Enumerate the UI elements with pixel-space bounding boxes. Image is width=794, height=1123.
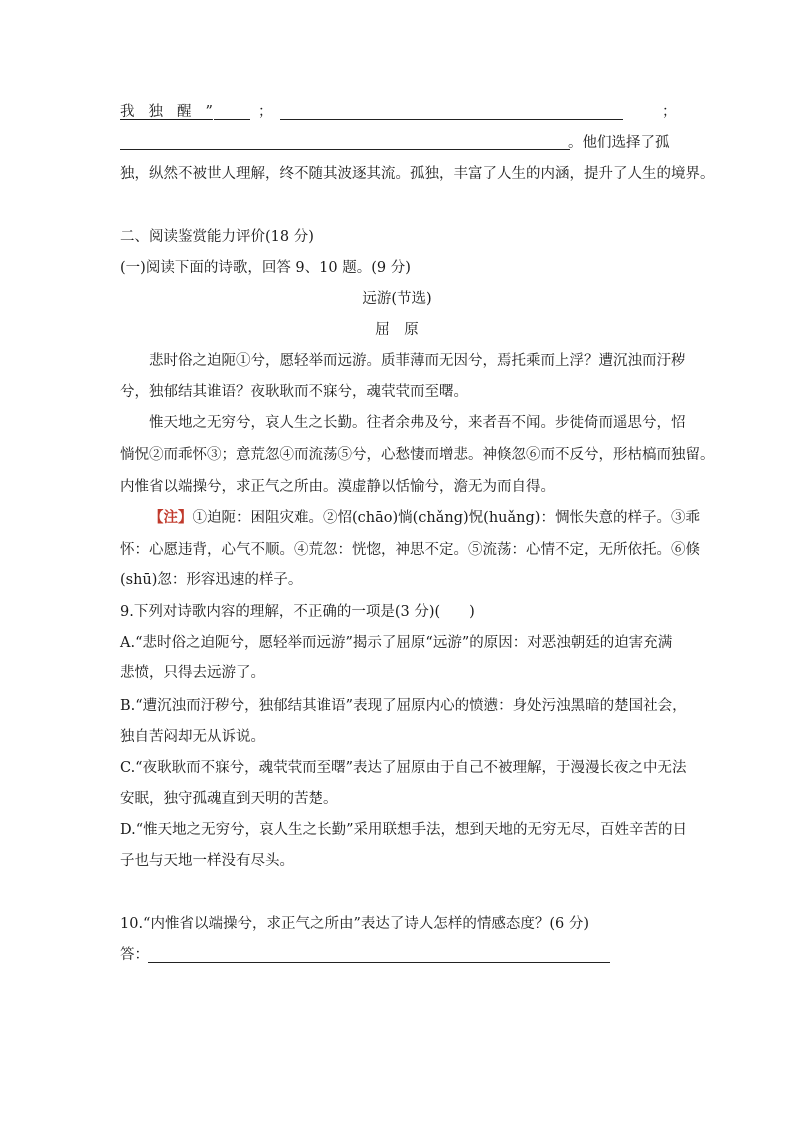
poem-title: 远游(节选)	[362, 291, 432, 307]
fill-blank-line-1	[120, 102, 213, 122]
option-b-line2: 独自苦闷却无从诉说。	[120, 729, 265, 745]
option-d-line1: D.“惟天地之无穷兮，哀人生之长勤”采用联想手法，想到天地的无穷无尽，百姓辛苦的日	[120, 822, 688, 838]
separator-2: ；	[662, 104, 677, 120]
option-c-line2: 安眠，独守孤魂直到天明的苦楚。	[120, 791, 338, 807]
note-line-2: 怀：心愿违背，心气不顺。④荒忽：恍惚，神思不定。⑤流荡：心情不定，无所依托。⑥倏	[120, 542, 700, 558]
question-10-stem: 10.“内惟省以端操兮，求正气之所由”表达了诗人怎样的情感态度？(6 分)	[120, 916, 590, 932]
option-b-line1: B.“遭沉浊而汙秽兮，独郁结其谁语”表现了屈原内心的愤懑：身处污浊黑暗的楚国社会，	[120, 698, 687, 714]
fill-blank-line-2-end: 。他们选择了孤	[568, 135, 670, 151]
answer-blank-1[interactable]	[280, 119, 623, 120]
quote-fragment: 我独醒	[120, 104, 206, 120]
note-text-1: ①迫阨：困阻灾难。②怊(chāo)惝(chǎng)怳(huǎng)：惆怅失意的样子。③乖	[192, 510, 700, 526]
separator-1: ；	[258, 104, 273, 120]
quote-close: ”	[205, 104, 213, 120]
poem-p1-line1: 悲时俗之迫阨①兮，愿轻举而远游。质菲薄而无因兮，焉托乘而上浮？遭沉浊而汙秽	[149, 353, 686, 369]
fill-blank-line-3: 独，纵然不被世人理解，终不随其波逐其流。孤独，丰富了人生的内涵，提升了人生的境界。	[120, 166, 715, 182]
note-tag: 【注】	[149, 509, 193, 526]
poem-p2-line1: 惟天地之无穷兮，哀人生之长勤。往者余弗及兮，来者吾不闻。步徙倚而遥思兮，怊	[149, 415, 686, 431]
option-c-line1: C.“夜耿耿而不寐兮，魂茕茕而至曙”表达了屈原由于自己不被理解，于漫漫长夜之中无法	[120, 760, 687, 776]
poem-p1-line2: 兮，独郁结其谁语？夜耿耿而不寐兮，魂茕茕而至曙。	[120, 384, 468, 400]
option-a-line1: A.“悲时俗之迫阨兮，愿轻举而远游”揭示了屈原“远游”的原因：对恶浊朝廷的迫害充满	[120, 635, 673, 651]
section-title: 二、阅读鉴赏能力评价(18 分)	[120, 229, 314, 245]
section-subtitle: (一)阅读下面的诗歌，回答 9、10 题。(9 分)	[120, 260, 411, 276]
note-line-1	[149, 508, 700, 528]
answer-blank-2[interactable]	[120, 149, 570, 150]
poem-author: 屈 原	[375, 322, 419, 338]
question-9-stem: 9.下列对诗歌内容的理解，不正确的一项是(3 分)( )	[120, 604, 475, 620]
answer-blank-short[interactable]	[214, 119, 250, 120]
poem-p2-line2: 惝怳②而乖怀③；意荒忽④而流荡⑤兮，心愁悽而增悲。神倏忽⑥而不反兮，形枯槁而独留。	[120, 447, 715, 463]
answer-blank-q10[interactable]	[148, 962, 610, 963]
answer-label: 答：	[120, 947, 149, 963]
poem-p2-line3: 内惟省以端操兮，求正气之所由。漠虚静以恬愉兮，澹无为而自得。	[120, 479, 555, 495]
option-a-line2: 悲愤，只得去远游了。	[120, 665, 265, 681]
option-d-line2: 子也与天地一样没有尽头。	[120, 853, 294, 869]
note-line-3: (shū)忽：形容迅速的样子。	[120, 572, 303, 588]
